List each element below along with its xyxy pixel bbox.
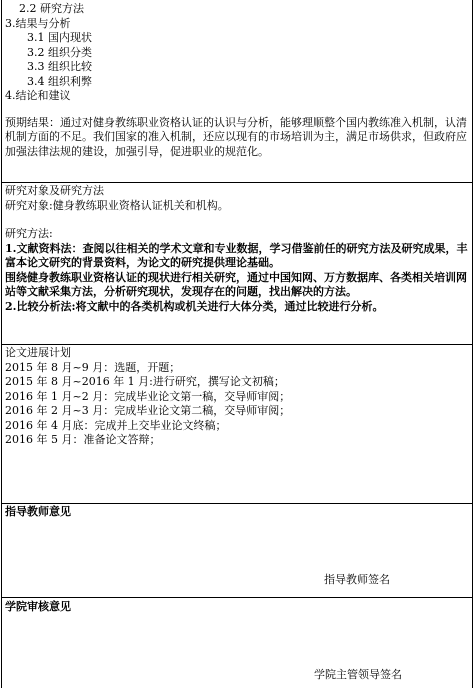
- college-signature-label: 学院主管领导签名: [314, 668, 402, 681]
- outline-item: 3.3 组织比较: [27, 60, 92, 74]
- advisor-heading: 指导教师意见: [5, 505, 71, 518]
- plan-item: 2015 年 8 月~9 月：选题，开题；: [5, 360, 181, 374]
- plan-section: [2, 346, 472, 448]
- research-section: [2, 184, 472, 314]
- advisor-signature-label: 指导教师签名: [324, 573, 390, 586]
- plan-list: [5, 361, 469, 448]
- table-divider: [2, 344, 472, 345]
- proposal-form: [1, 0, 473, 688]
- plan-item: 2016 年 4 月底：完成并上交毕业论文终稿；: [5, 418, 227, 432]
- outline-item: 3.2 组织分类: [27, 45, 92, 59]
- expected-result: 预期结果：通过对健身教练职业资格认证的认识与分析，能够理顺整个国内教练准入机制，认清机制方面的不足。我们国家的准入机制，还应以现有的市场培训为主，满足市场供求，但政府应加强法律法规的建设，加强引导，促进职业的规范化。: [5, 115, 467, 158]
- table-divider: [2, 503, 472, 504]
- outline-item: 2.2 研究方法: [19, 2, 84, 15]
- plan-item: 2016 年 1 月~2 月：完成毕业论文第一稿，交导师审阅；: [5, 389, 291, 403]
- research-object: 研究对象:健身教练职业资格认证机关和机构。: [5, 198, 229, 212]
- outline-item: 3.1 国内现状: [27, 31, 92, 45]
- outline-list: [5, 2, 469, 104]
- college-section: [2, 600, 472, 615]
- outline-section: [2, 2, 472, 159]
- plan-item: 2016 年 2 月~3 月：完成毕业论文第二稿，交导师审阅；: [5, 404, 291, 418]
- table-divider: [2, 182, 472, 183]
- advisor-section: [2, 505, 472, 520]
- table-divider: [2, 597, 472, 598]
- plan-heading: 论文进展计划: [5, 346, 71, 359]
- method-comparison: 2.比较分析法:将文献中的各类机构或机关进行大体分类，通过比较进行分析。: [5, 299, 384, 313]
- method-literature: 1.文献资料法：查阅以往相关的学术文章和专业数据，学习借鉴前任的研究方法及研究成果，丰富本论文研究的背景资料，为论文的研究提供理论基础。: [5, 241, 468, 270]
- outline-item: 4.结论和建议: [5, 89, 71, 103]
- methods-heading: 研究方法:: [5, 227, 53, 241]
- outline-item: 3.4 组织利弊: [27, 74, 92, 88]
- plan-item: 2015 年 8 月~2016 年 1 月:进行研究，撰写论文初稿；: [5, 375, 285, 389]
- method-literature-detail: 围绕健身教练职业资格认证的现状进行相关研究，通过中国知网、万方数据库、各类相关培训网站等文献采集方法，分析研究现状，发现存在的问题，找出解决的方法。: [5, 270, 467, 299]
- outline-item: 3.结果与分析: [5, 16, 71, 30]
- plan-item: 2016 年 5 月：准备论文答辩；: [5, 433, 161, 447]
- college-heading: 学院审核意见: [5, 600, 71, 613]
- research-heading: 研究对象及研究方法: [5, 184, 104, 197]
